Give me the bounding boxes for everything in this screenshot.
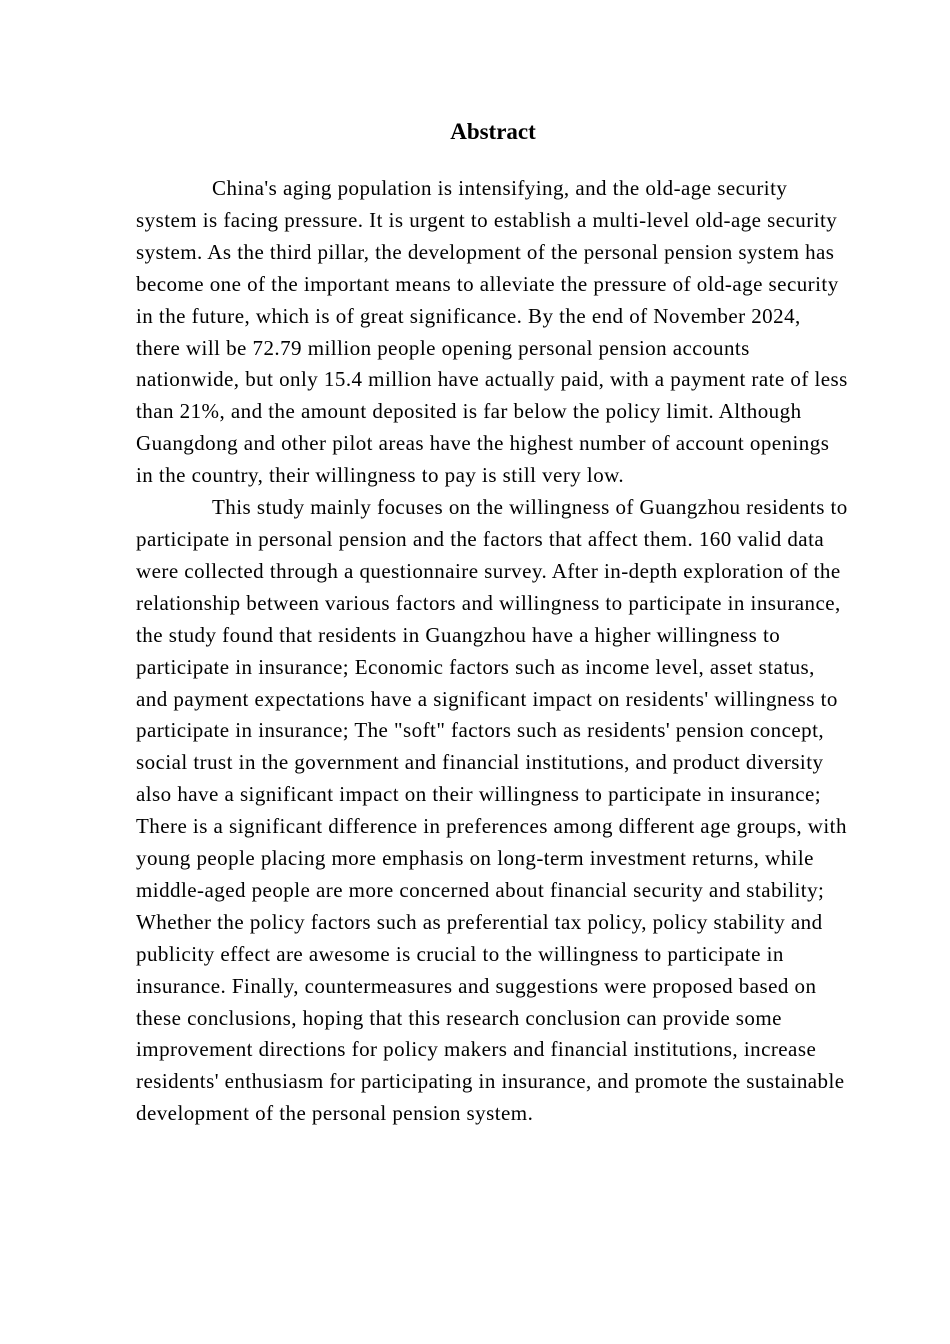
abstract-body [136,173,850,1130]
abstract-title: Abstract [450,119,536,144]
abstract-paragraph-1: China's aging population is intensifying, and the old-age security system is facing pressure. It is urgent to establish a multi-level old-age security system. As the third pillar, the development of the personal pension system has become one of the important means to alleviate the pressure of old-age security in the future, which is of great significance. By the end of November 2024, there will be 72.79 million people opening personal pension accounts nationwide, but only 15.4 million have actually paid, with a payment rate of less than 21%, and the amount deposited is far below the policy limit. Although Guangdong and other pilot areas have the highest number of account openings in the country, their willingness to pay is still very low. [136,176,848,488]
abstract-paragraph-2: This study mainly focuses on the willingness of Guangzhou residents to participate in personal pension and the factors that affect them. 160 valid data were collected through a questionnaire survey. After in-depth exploration of the relationship between various factors and willingness to participate in insurance, the study found that residents in Guangzhou have a higher willingness to participate in insurance; Economic factors such as income level, asset status, and payment expectations have a significant impact on residents' willingness to participate in insurance; The "soft" factors such as residents' pension concept, social trust in the government and financial institutions, and product diversity also have a significant impact on their willingness to participate in insurance; There is a significant difference in preferences among different age groups, with young people placing more emphasis on long-term investment returns, while middle-aged people are more concerned about financial security and stability; Whether the policy factors such as preferential tax policy, policy stability and publicity effect are awesome is crucial to the willingness to participate in insurance. Finally, countermeasures and suggestions were proposed based on these conclusions, hoping that this research conclusion can provide some improvement directions for policy makers and financial institutions, increase residents' enthusiasm for participating in insurance, and promote the sustainable development of the personal pension system. [136,495,848,1126]
